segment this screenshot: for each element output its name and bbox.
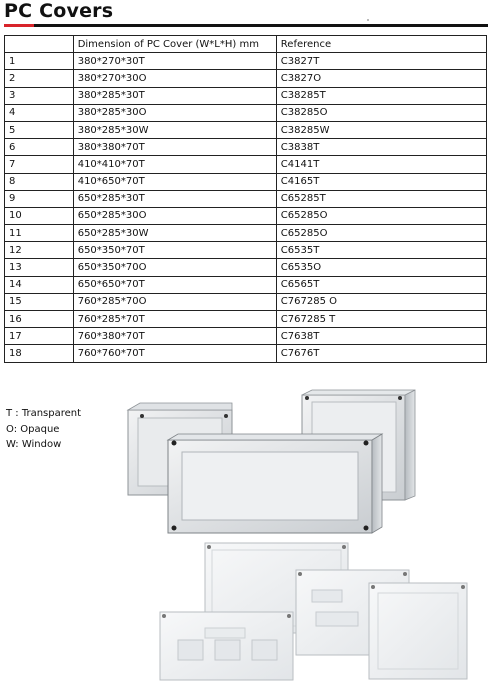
dimension-cell: 760*380*70T	[73, 328, 276, 345]
dimension-cell: 650*350*70T	[73, 242, 276, 259]
header-cell-dimension: Dimension of PC Cover (W*L*H) mm	[73, 36, 276, 53]
dimension-cell: 650*285*30O	[73, 207, 276, 224]
row-index-cell: 8	[5, 173, 74, 190]
pc-cover-left	[160, 612, 293, 680]
dimension-cell: 380*380*70T	[73, 139, 276, 156]
row-index-cell: 4	[5, 104, 74, 121]
row-index-cell: 12	[5, 242, 74, 259]
dimension-cell: 380*285*30O	[73, 104, 276, 121]
row-index-cell: 5	[5, 121, 74, 138]
dimension-cell: 650*350*70O	[73, 259, 276, 276]
legend-item-window: W: Window	[6, 439, 62, 450]
reference-cell: C6535T	[276, 242, 486, 259]
row-index-cell: 10	[5, 207, 74, 224]
enclosure-long	[168, 434, 382, 533]
dimension-cell: 410*650*70T	[73, 173, 276, 190]
dimension-cell: 760*285*70T	[73, 311, 276, 328]
dimension-cell: 760*285*70O	[73, 293, 276, 310]
row-index-cell: 17	[5, 328, 74, 345]
reference-cell: C6535O	[276, 259, 486, 276]
dimension-cell: 380*285*30T	[73, 87, 276, 104]
row-index-cell: 11	[5, 225, 74, 242]
row-index-cell: 18	[5, 345, 74, 362]
legend-item-transparent: T : Transparent	[6, 408, 82, 419]
reference-cell: C65285O	[276, 207, 486, 224]
dimension-cell: 380*285*30W	[73, 121, 276, 138]
reference-cell: C7638T	[276, 328, 486, 345]
pc-cover-right	[369, 583, 467, 679]
dimension-cell: 410*410*70T	[73, 156, 276, 173]
dimension-cell: 760*760*70T	[73, 345, 276, 362]
row-index-cell: 13	[5, 259, 74, 276]
row-index-cell: 3	[5, 87, 74, 104]
legend-item-opaque: O: Opaque	[6, 423, 60, 435]
dimension-cell: 650*650*70T	[73, 276, 276, 293]
reference-cell: C38285W	[276, 121, 486, 138]
dimension-cell: 380*270*30T	[73, 53, 276, 70]
row-index-cell: 15	[5, 293, 74, 310]
reference-cell: C4165T	[276, 173, 486, 190]
reference-cell: C38285O	[276, 104, 486, 121]
row-index-cell: 7	[5, 156, 74, 173]
reference-cell: C3838T	[276, 139, 486, 156]
header-cell-reference: Reference	[276, 36, 486, 53]
row-index-cell: 1	[5, 53, 74, 70]
reference-cell: C6565T	[276, 276, 486, 293]
reference-cell: C767285 T	[276, 311, 486, 328]
reference-cell: C65285O	[276, 225, 486, 242]
reference-cell: C3827T	[276, 53, 486, 70]
dimension-cell: 650*285*30W	[73, 225, 276, 242]
dimension-cell: 380*270*30O	[73, 70, 276, 87]
reference-cell: C7676T	[276, 345, 486, 362]
reference-cell: C767285 O	[276, 293, 486, 310]
row-index-cell: 14	[5, 276, 74, 293]
reference-cell: C38285T	[276, 87, 486, 104]
row-index-cell: 6	[5, 139, 74, 156]
reference-cell: C3827O	[276, 70, 486, 87]
dimension-cell: 650*285*30T	[73, 190, 276, 207]
reference-cell: C4141T	[276, 156, 486, 173]
row-index-cell: 2	[5, 70, 74, 87]
row-index-cell: 16	[5, 311, 74, 328]
page-title: PC Covers	[4, 0, 114, 22]
row-index-cell: 9	[5, 190, 74, 207]
reference-cell: C65285T	[276, 190, 486, 207]
